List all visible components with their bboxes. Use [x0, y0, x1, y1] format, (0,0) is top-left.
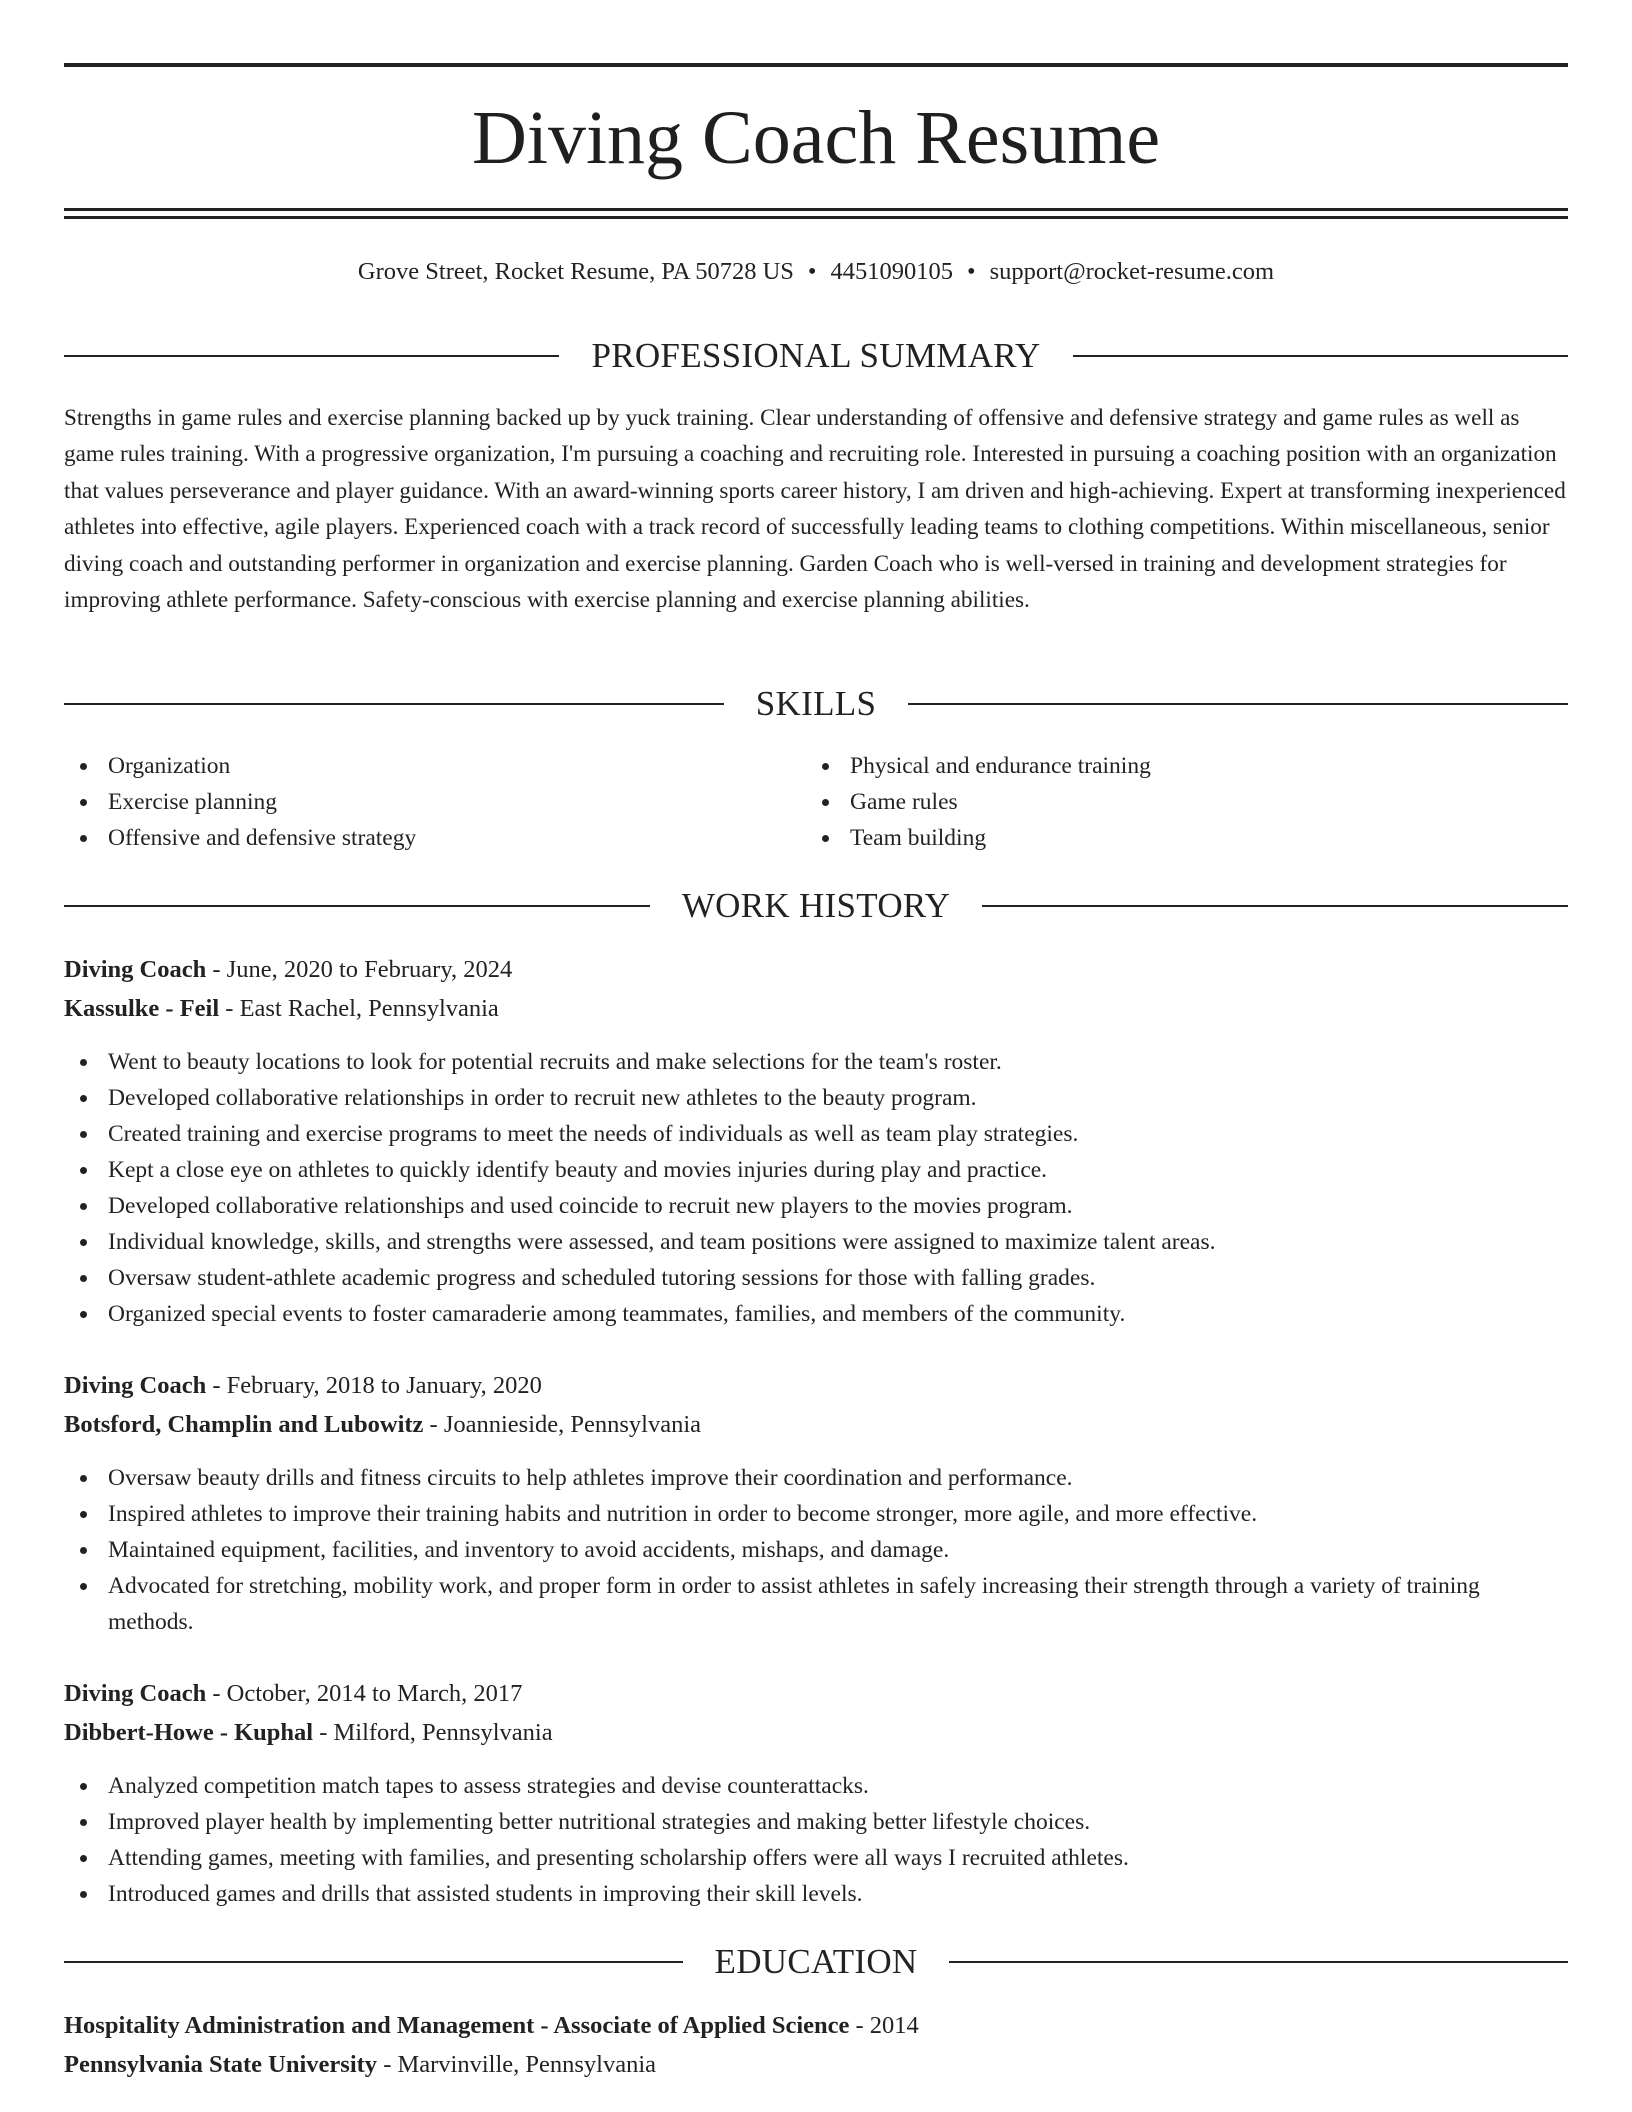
contact-email: support@rocket-resume.com [989, 258, 1275, 285]
skill-item: Organization [64, 748, 804, 784]
section-heading-skills [64, 684, 1568, 724]
top-rule [64, 63, 1568, 67]
section-heading-summary [64, 336, 1568, 376]
heading-rule [949, 1961, 1568, 1963]
job-title-line [64, 1368, 1568, 1404]
skill-item: Team building [806, 820, 1566, 856]
job-company-line [64, 991, 1568, 1027]
job-bullet: Kept a close eye on athletes to quickly identify beauty and movies injuries during play and practice. [64, 1152, 1568, 1188]
job-title: Diving Coach [64, 1680, 207, 1707]
section-title: SKILLS [755, 684, 877, 723]
section-title: WORK HISTORY [681, 886, 951, 925]
skill-item: Exercise planning [64, 784, 804, 820]
job-bullet: Developed collaborative relationships and used coincide to recruit new players to the movies program. [64, 1188, 1568, 1224]
job-bullet: Oversaw student-athlete academic progress and scheduled tutoring sessions for those with falling grades. [64, 1260, 1568, 1296]
section-title: PROFESSIONAL SUMMARY [591, 336, 1041, 375]
education-year: - 2014 [849, 2012, 919, 2039]
job-company-line [64, 1407, 1568, 1443]
title-rule-lower [64, 216, 1568, 219]
job-bullet: Analyzed competition match tapes to assess strategies and devise counterattacks. [64, 1768, 1568, 1804]
resume-title: Diving Coach Resume [471, 96, 1161, 180]
contact-separator: • [967, 258, 976, 285]
job-dates: - June, 2020 to February, 2024 [206, 956, 513, 983]
education-degree: Hospitality Administration and Management - Associate of Applied Science [64, 2012, 850, 2039]
skill-item: Physical and endurance training [806, 748, 1566, 784]
job-location: - East Rachel, Pennsylvania [219, 995, 499, 1022]
education-school: Pennsylvania State University [64, 2051, 378, 2078]
job-location: - Joannieside, Pennsylvania [423, 1411, 702, 1438]
skills-list-left [64, 748, 804, 856]
job-bullet: Went to beauty locations to look for potential recruits and make selections for the team's roster. [64, 1044, 1568, 1080]
job-bullet: Created training and exercise programs to meet the needs of individuals as well as team play strategies. [64, 1116, 1568, 1152]
contact-line [64, 254, 1568, 290]
job-company: Botsford, Champlin and Lubowitz [64, 1411, 424, 1438]
job-bullets [64, 1460, 1568, 1640]
job-dates: - October, 2014 to March, 2017 [206, 1680, 523, 1707]
contact-separator: • [807, 258, 817, 285]
contact-address: Grove Street, Rocket Resume, PA 50728 US [357, 258, 794, 285]
job-title-line [64, 952, 1568, 988]
job-company: Kassulke - Feil [64, 995, 220, 1022]
job-bullets [64, 1768, 1568, 1912]
summary-text: Strengths in game rules and exercise planning backed up by yuck training. Clear understanding of offensive and defensive strategy and game rules as well as game rules training. With a progressive organization, I'm pursuing a coaching and recruiting role. Interested in pursuing a coaching position with an organization that values perseverance and player guidance. With an award-winning sports career history, I am driven and high-achieving. Expert at transforming inexperienced athletes into effective, agile players. Experienced coach with a track record of successfully leading teams to clothing competitions. Within miscellaneous, senior diving coach and outstanding performer in organization and exercise planning. Garden Coach who is well-versed in training and development strategies for improving athlete performance. Safety-conscious with exercise planning and exercise planning abilities. [64, 405, 1566, 614]
heading-rule [64, 1961, 683, 1963]
job-company-line [64, 1715, 1568, 1751]
job-bullet: Attending games, meeting with families, and presenting scholarship offers were all ways I recruited athletes. [64, 1840, 1568, 1876]
job-bullet: Oversaw beauty drills and fitness circuits to help athletes improve their coordination and performance. [64, 1460, 1568, 1496]
skill-item: Offensive and defensive strategy [64, 820, 804, 856]
job-title-line [64, 1676, 1568, 1712]
title-rule-upper [64, 208, 1568, 211]
skill-item: Game rules [806, 784, 1566, 820]
job-bullets [64, 1044, 1568, 1332]
education-location: - Marvinville, Pennsylvania [377, 2051, 657, 2078]
job-bullet: Introduced games and drills that assisted students in improving their skill levels. [64, 1876, 1568, 1912]
contact-phone: 4451090105 [830, 258, 953, 285]
job-title: Diving Coach [64, 956, 207, 983]
job-location: - Milford, Pennsylvania [313, 1719, 553, 1746]
section-heading-work [64, 886, 1568, 926]
education-school-line [64, 2047, 1568, 2083]
section-heading-education [64, 1942, 1568, 1982]
education-degree-line [64, 2008, 1568, 2044]
job-title: Diving Coach [64, 1372, 207, 1399]
heading-rule [64, 905, 650, 907]
heading-rule [64, 703, 724, 705]
job-bullet: Advocated for stretching, mobility work, and proper form in order to assist athletes in safely increasing their strength through a variety of training methods. [64, 1568, 1568, 1640]
section-title: EDUCATION [714, 1942, 918, 1981]
heading-rule [64, 355, 559, 357]
skills-list-right [806, 748, 1566, 856]
job-bullet: Individual knowledge, skills, and strengths were assessed, and team positions were assigned to maximize talent areas. [64, 1224, 1568, 1260]
job-company: Dibbert-Howe - Kuphal [64, 1719, 314, 1746]
heading-rule [982, 905, 1568, 907]
job-bullet: Organized special events to foster camaraderie among teammates, families, and members of the community. [64, 1296, 1568, 1332]
heading-rule [1073, 355, 1568, 357]
job-bullet: Improved player health by implementing better nutritional strategies and making better lifestyle choices. [64, 1804, 1568, 1840]
job-bullet: Maintained equipment, facilities, and inventory to avoid accidents, mishaps, and damage. [64, 1532, 1568, 1568]
heading-rule [908, 703, 1568, 705]
job-bullet: Inspired athletes to improve their training habits and nutrition in order to become stronger, more agile, and more effective. [64, 1496, 1568, 1532]
job-dates: - February, 2018 to January, 2020 [206, 1372, 542, 1399]
job-bullet: Developed collaborative relationships in order to recruit new athletes to the beauty program. [64, 1080, 1568, 1116]
